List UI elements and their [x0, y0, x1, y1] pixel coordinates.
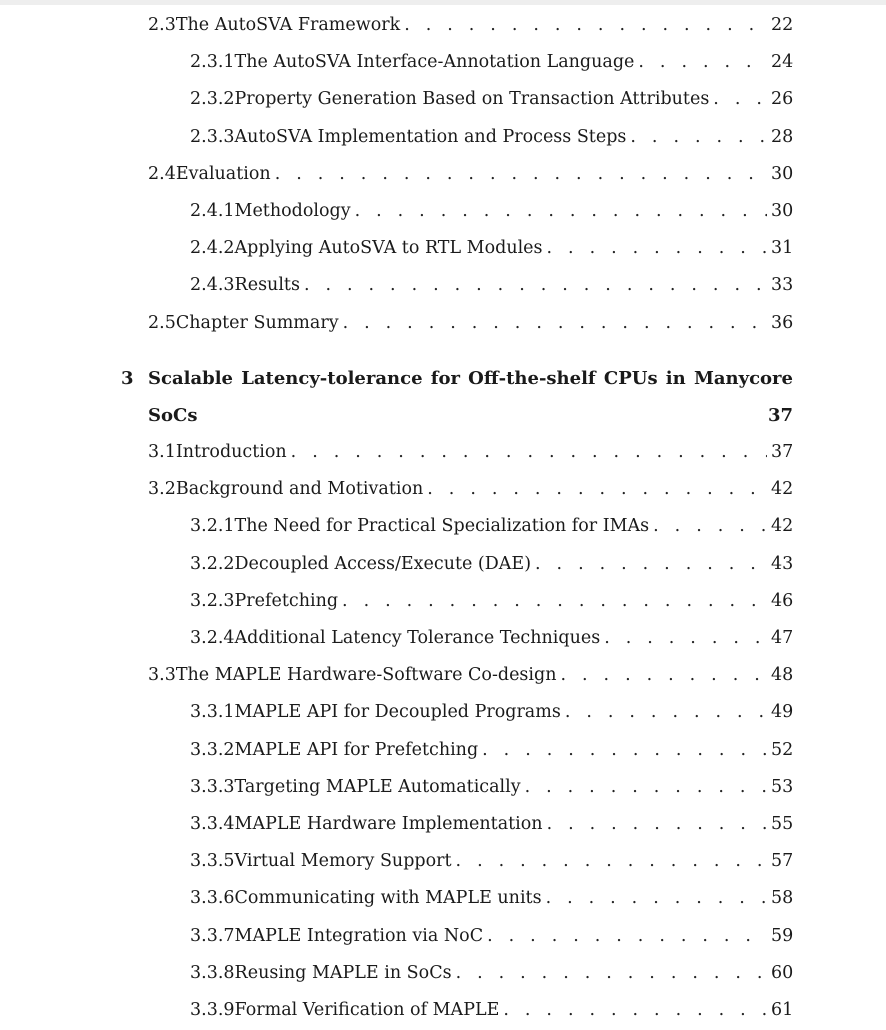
dot-leader: [343, 313, 767, 333]
toc-entry-page: 43: [771, 553, 794, 574]
toc-entry-page: 33: [771, 275, 794, 296]
toc-entry-number: 3.2.3: [190, 590, 235, 611]
toc-entry-page: 30: [771, 163, 794, 184]
toc-entry-number: 3.3.5: [190, 851, 235, 872]
toc-entry-number: 3.3.9: [190, 1000, 235, 1020]
toc-entry-page: 24: [771, 52, 794, 73]
toc-entry-title: MAPLE API for Prefetching: [234, 739, 479, 760]
toc-entry-page: 26: [771, 89, 794, 110]
toc-entry-page: 37: [771, 442, 794, 462]
dot-leader: [565, 702, 767, 722]
toc-entry-title: The AutoSVA Interface-Annotation Language: [234, 52, 635, 73]
chapter-title-word: for: [430, 368, 460, 389]
toc-entry-title: Communicating with MAPLE units: [234, 888, 542, 909]
toc-entry-page: 59: [771, 925, 794, 946]
toc-entry[interactable]: [190, 777, 793, 803]
toc-entry-number: 3.3: [148, 665, 176, 686]
toc-entry-title: Evaluation: [175, 163, 271, 184]
toc-entry-number: 2.4.3: [190, 275, 235, 296]
toc-entry-page: 53: [771, 776, 794, 797]
dot-leader: [427, 479, 767, 499]
toc-entry-title: The Need for Practical Specialization for IMAs: [234, 516, 650, 537]
toc-entry-number: 2.4.2: [190, 238, 235, 259]
dot-leader: [304, 275, 767, 295]
toc-entry-title: Chapter Summary: [175, 312, 339, 333]
toc-entry-title: Formal Verification of MAPLE: [234, 1000, 500, 1020]
toc-entry-number: 2.3: [148, 15, 176, 35]
toc-entry[interactable]: [190, 851, 793, 877]
dot-leader: [535, 554, 767, 574]
chapter-title-word: Latency-tolerance: [241, 368, 423, 389]
toc-entry-title: Reusing MAPLE in SoCs: [234, 962, 452, 983]
toc-entry-number: 3.3.1: [190, 702, 235, 723]
toc-entry-number: 3.3.8: [190, 962, 235, 983]
toc-entry-page: 49: [771, 702, 794, 723]
toc-entry-number: 2.3.3: [190, 126, 235, 147]
toc-entry-title: Results: [234, 275, 300, 296]
toc-entry[interactable]: [190, 926, 793, 952]
dot-leader: [456, 851, 767, 871]
toc-entry[interactable]: [190, 702, 793, 728]
dot-leader: [404, 15, 767, 35]
toc-entry[interactable]: [148, 313, 793, 339]
toc-entry-number: 3.3.6: [190, 888, 235, 909]
chapter-title-line1: [148, 368, 793, 389]
toc-entry-number: 2.4.1: [190, 201, 235, 221]
toc-entry-number: 3.3.2: [190, 739, 235, 760]
toc-entry-page: 42: [771, 516, 794, 537]
toc-entry-number: 3.1: [148, 442, 176, 462]
toc-entry[interactable]: [190, 52, 793, 78]
toc-entry[interactable]: [190, 89, 793, 115]
dot-leader: [713, 89, 767, 109]
chapter-title-word: in: [665, 368, 686, 389]
toc-entry-title: MAPLE API for Decoupled Programs: [234, 702, 561, 723]
toc-entry-number: 3.2.1: [190, 516, 235, 537]
toc-entry[interactable]: [190, 740, 793, 766]
dot-leader: [275, 164, 767, 184]
dot-leader: [638, 52, 767, 72]
chapter-title-word: CPUs: [603, 368, 658, 389]
toc-entry[interactable]: [190, 1000, 793, 1026]
dot-leader: [456, 963, 767, 983]
toc-entry-title: Decoupled Access/Execute (DAE): [234, 553, 532, 574]
toc-entry-number: 2.3.2: [190, 89, 235, 110]
toc-entry-title: The AutoSVA Framework: [175, 15, 401, 35]
dot-leader: [546, 888, 767, 908]
toc-entry-number: 2.5: [148, 312, 176, 333]
chapter-title-word: Manycore: [693, 368, 793, 389]
toc-entry-number: 3.3.7: [190, 925, 235, 946]
toc-entry-page: 36: [771, 312, 794, 333]
chapter-number: 3: [121, 368, 134, 389]
toc-entry-page: 47: [771, 628, 794, 648]
chapter-title-line2: [148, 405, 793, 426]
chapter-title-word: SoCs: [148, 405, 198, 426]
chapter-page: 37: [767, 405, 793, 426]
dot-leader: [482, 740, 767, 760]
dot-leader: [547, 238, 767, 258]
chapter-title-word: Off-the-shelf: [468, 368, 596, 389]
toc-entry-page: 57: [771, 851, 794, 872]
toc-entry-number: 3.3.4: [190, 814, 235, 834]
toc-entry-title: AutoSVA Implementation and Process Steps: [234, 126, 627, 147]
toc-entry-number: 3.2.2: [190, 553, 235, 574]
toc-entry-title: Property Generation Based on Transaction Attributes: [234, 89, 710, 110]
toc-entry-page: 58: [771, 888, 794, 909]
toc-entry-title: Targeting MAPLE Automatically: [234, 776, 521, 797]
toc-entry[interactable]: [190, 591, 793, 617]
dot-leader: [604, 628, 767, 648]
toc-entry[interactable]: [190, 238, 793, 264]
toc-entry-title: Virtual Memory Support: [234, 851, 452, 872]
toc-entry-page: 28: [771, 126, 794, 147]
toc-entry[interactable]: [190, 275, 793, 301]
toc-entry-page: 61: [771, 1000, 794, 1020]
toc-entry-title: Introduction: [175, 442, 287, 462]
toc-entry-title: Additional Latency Tolerance Techniques: [234, 628, 601, 648]
toc-entry-title: The MAPLE Hardware-Software Co-design: [175, 665, 557, 686]
toc-entry-page: 30: [771, 201, 794, 221]
dot-leader: [355, 201, 767, 221]
toc-entry[interactable]: [190, 814, 793, 840]
toc-entry-page: 42: [771, 479, 794, 500]
toc-entry-title: MAPLE Hardware Implementation: [234, 814, 543, 834]
toc-entry-page: 31: [771, 238, 794, 259]
dot-leader: [653, 516, 767, 536]
toc-entry-number: 2.3.1: [190, 52, 235, 73]
toc-entry[interactable]: [190, 963, 793, 989]
toc-entry-title: Prefetching: [234, 590, 339, 611]
toc-entry[interactable]: [190, 628, 793, 654]
dot-leader: [525, 777, 767, 797]
toc-entry-page: 60: [771, 962, 794, 983]
toc-entry[interactable]: [148, 164, 793, 190]
toc-entry-page: 46: [771, 590, 794, 611]
toc-entry[interactable]: [148, 15, 793, 41]
toc-entry-number: 3.2: [148, 479, 176, 500]
toc-entry[interactable]: [148, 665, 793, 691]
toc-entry[interactable]: [148, 479, 793, 505]
chapter-title-word: Scalable: [148, 368, 233, 389]
toc-entry-title: Background and Motivation: [175, 479, 424, 500]
toc-entry-title: Applying AutoSVA to RTL Modules: [234, 238, 543, 259]
toc-entry[interactable]: [190, 554, 793, 580]
dot-leader: [547, 814, 767, 834]
toc-entry[interactable]: [148, 442, 793, 468]
toc-entry[interactable]: [190, 201, 793, 227]
toc-entry-title: Methodology: [234, 201, 351, 221]
toc-entry-number: 3.3.3: [190, 776, 235, 797]
toc-entry-page: 22: [771, 15, 794, 35]
toc-entry-page: 55: [771, 814, 794, 834]
toc-entry-title: MAPLE Integration via NoC: [234, 925, 484, 946]
dot-leader: [503, 1000, 767, 1020]
toc-entry-page: 48: [771, 665, 794, 686]
dot-leader: [561, 665, 768, 685]
toc-entry-page: 52: [771, 739, 794, 760]
dot-leader: [342, 591, 767, 611]
dot-leader: [487, 926, 767, 946]
toc-entry-number: 2.4: [148, 163, 176, 184]
dot-leader: [630, 127, 767, 147]
dot-leader: [291, 442, 767, 462]
toc-entry[interactable]: [190, 888, 793, 914]
toc-entry[interactable]: [190, 516, 793, 542]
toc-entry-number: 3.2.4: [190, 628, 235, 648]
toc-entry[interactable]: [190, 127, 793, 153]
